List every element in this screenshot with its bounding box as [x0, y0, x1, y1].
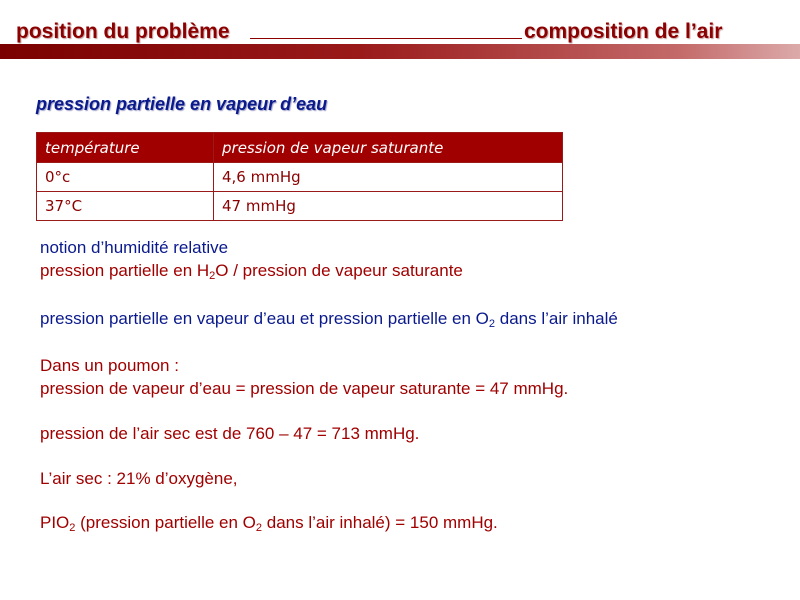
vapor-pressure-table: [36, 132, 563, 221]
subscript: 2: [488, 318, 496, 330]
table-cell: 47 mmHg: [214, 192, 563, 221]
pio2-text: PIO: [40, 513, 70, 532]
lung-line: pression de vapeur d’eau = pression de vapeur saturante = 47 mmHg.: [40, 379, 569, 398]
inhaled-text: pression partielle en vapeur d’eau et pression partielle en O: [40, 309, 489, 328]
section-subtitle: pression partielle en vapeur d’eau: [36, 94, 328, 114]
humidity-ratio-text: pression partielle en H: [40, 261, 210, 280]
pio2-text: (pression partielle en O: [75, 513, 256, 532]
dry-air-line: pression de l’air sec est de 760 – 47 = 713 mmHg.: [40, 424, 420, 443]
table-header-temperature: température: [37, 133, 214, 163]
table-cell: 0°c: [37, 163, 214, 192]
table-row: [37, 192, 563, 221]
table-cell: 37°C: [37, 192, 214, 221]
table-row: [37, 163, 563, 192]
humidity-ratio-text: O / pression de vapeur saturante: [215, 261, 463, 280]
header-left-title: position du problème: [16, 20, 230, 43]
subscript: 2: [255, 522, 263, 534]
humidity-title: notion d’humidité relative: [40, 238, 229, 257]
inhaled-air-line: [40, 309, 618, 329]
pio2-line: [40, 513, 498, 533]
inhaled-text: dans l’air inhalé: [495, 309, 618, 328]
header-bar: [0, 44, 800, 59]
pio2-text: dans l’air inhalé) = 150 mmHg.: [262, 513, 498, 532]
table-cell: 4,6 mmHg: [214, 163, 563, 192]
subscript: 2: [209, 270, 216, 282]
table-header-pressure: pression de vapeur saturante: [214, 133, 563, 163]
oxygen-line: L’air sec : 21% d’oxygène,: [40, 469, 238, 488]
header-right-title: composition de l’air: [524, 20, 723, 43]
header-underline: [250, 38, 522, 39]
lung-title: Dans un poumon :: [40, 356, 179, 375]
humidity-ratio: [40, 261, 463, 281]
subscript: 2: [69, 522, 76, 534]
table-header-row: [37, 133, 563, 163]
